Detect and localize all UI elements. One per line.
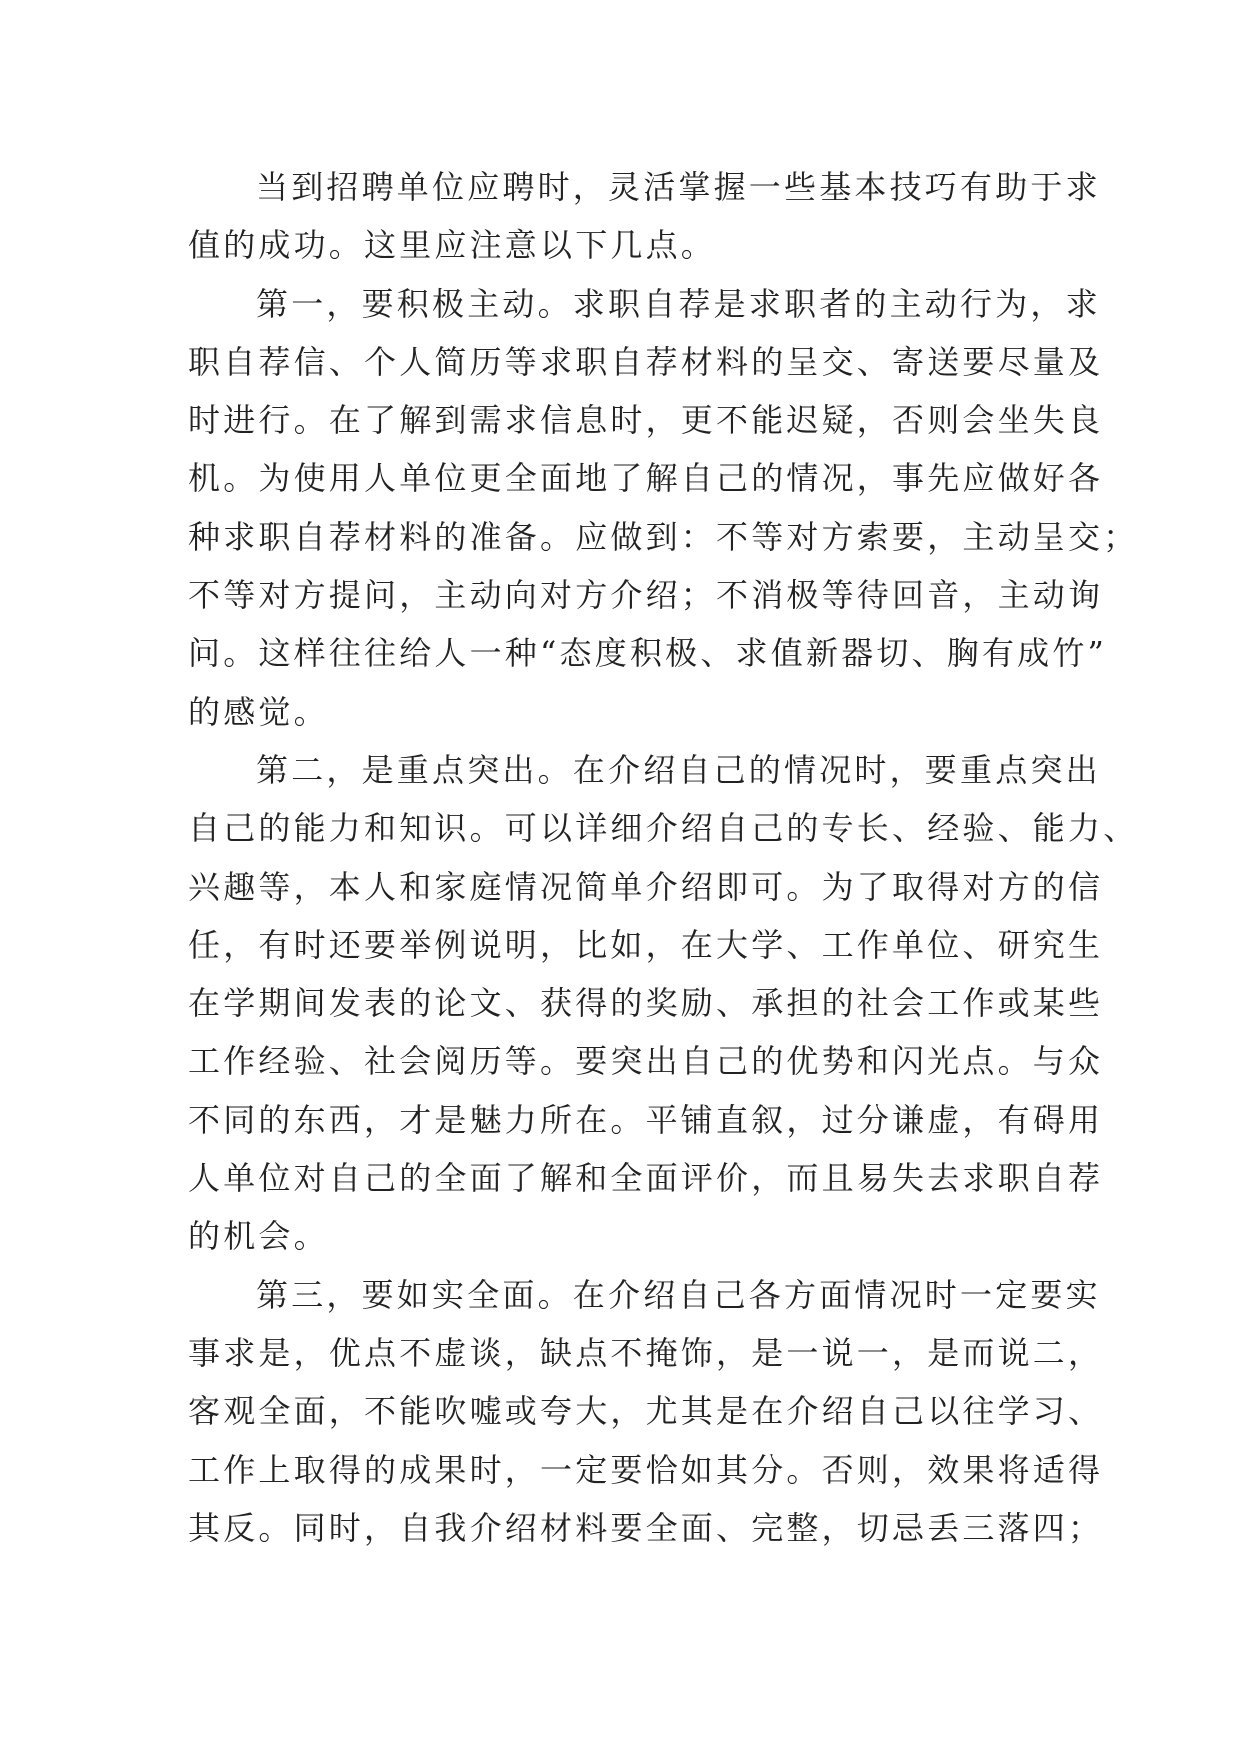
text-line: 兴趣等，本人和家庭情况简单介绍即可。为了取得对方的信 [188, 867, 1104, 906]
text-line: 当到招聘单位应聘时，灵活掌握一些基本技巧有助于求 [256, 168, 1101, 206]
text-line: 客观全面，不能吹嘘或夸大，尤其是在介绍自己以往学习、 [188, 1392, 1104, 1431]
text-line: 不等对方提问，主动向对方介绍；不消极等待回音，主动询 [188, 576, 1104, 615]
body-text [188, 158, 1139, 1557]
text-line: 任，有时还要举例说明，比如，在大学、工作单位、研究生 [188, 925, 1104, 964]
text-line: 的机会。 [188, 1217, 329, 1256]
text-line: 时进行。在了解到需求信息时，更不能迟疑，否则会坐失良 [188, 401, 1104, 440]
text-line: 事求是，优点不虚谈，缺点不掩饰，是一说一，是而说二， [188, 1333, 1104, 1372]
text-line: 人单位对自己的全面了解和全面评价，而且易失去求职自荐 [188, 1159, 1104, 1198]
text-line: 第三，要如实全面。在介绍自己各方面情况时一定要实 [256, 1275, 1101, 1314]
text-line: 的感觉。 [188, 692, 329, 731]
text-line: 职自荐信、个人简历等求职自荐材料的呈交、寄送要尽量及 [188, 342, 1104, 381]
text-line: 自己的能力和知识。可以详细介绍自己的专长、经验、能力、 [188, 809, 1139, 848]
text-line: 种求职自荐材料的准备。应做到：不等对方索要，主动呈交； [188, 517, 1139, 556]
text-line: 不同的东西，才是魅力所在。平铺直叙，过分谦虚，有碍用 [188, 1100, 1104, 1139]
text-line: 机。为使用人单位更全面地了解自己的情况，事先应做好各 [188, 459, 1104, 498]
text-line: 值的成功。这里应注意以下几点。 [188, 226, 717, 265]
text-line: 工作经验、社会阅历等。要突出自己的优势和闪光点。与众 [188, 1042, 1104, 1081]
text-line: 在学期间发表的论文、获得的奖励、承担的社会工作或某些 [188, 984, 1104, 1023]
text-line: 问。这样往往给人一种“态度积极、求值新器切、胸有成竹” [188, 634, 1108, 673]
text-line: 其反。同时，自我介绍材料要全面、完整，切忌丢三落四； [188, 1508, 1104, 1547]
text-line: 第二，是重点突出。在介绍自己的情况时，要重点突出 [256, 750, 1101, 789]
text-line: 工作上取得的成果时，一定要恰如其分。否则，效果将适得 [188, 1450, 1104, 1489]
text-line: 第一，要积极主动。求职自荐是求职者的主动行为，求 [256, 284, 1101, 323]
